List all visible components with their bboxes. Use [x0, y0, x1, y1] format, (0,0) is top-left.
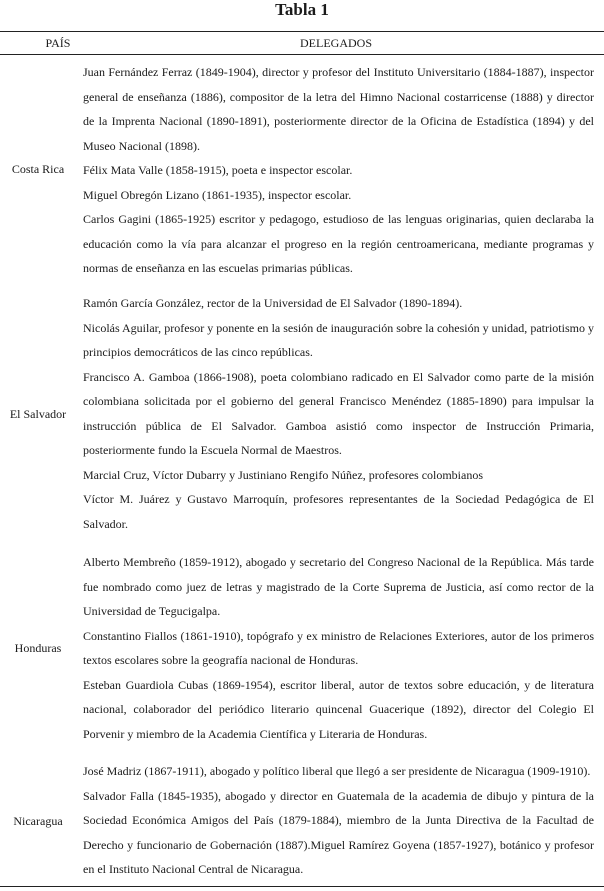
header-delegates: DELEGADOS — [300, 36, 372, 50]
delegate-entry: José Madriz (1867-1911), abogado y político liberal que llegó a ser presidente de Nicaragua (1909-1910). — [83, 764, 591, 778]
delegates-costa-rica — [83, 60, 594, 281]
header-country: PAÍS — [45, 36, 71, 50]
country-nicaragua: Nicaragua — [13, 814, 63, 828]
delegate-entry: Esteban Guardiola Cubas (1869-1954), escritor liberal, autor de textos sobre educación, y de literatura nacional, colaborador del periódico literario quincenal Guacerique (1892), director del Colegio El Porvenir y miembro de la Academia Científica y Literaria de Honduras. — [83, 677, 594, 741]
bottom-rule — [0, 886, 604, 887]
header-rule — [0, 54, 604, 55]
delegate-entry: Ramón García González, rector de la Universidad de El Salvador (1890-1894). — [83, 296, 463, 310]
delegate-entry: Félix Mata Valle (1858-1915), poeta e inspector escolar. — [83, 163, 353, 177]
delegate-entry: Marcial Cruz, Víctor Dubarry y Justiniano Rengifo Núñez, profesores colombianos — [83, 467, 484, 482]
country-honduras: Honduras — [14, 641, 62, 655]
delegate-entry: Juan Fernández Ferraz (1849-1904), director y profesor del Instituto Universitario (1884-1887), inspector general de enseñanza (1886), compositor de la letra del Himno Nacional costarricense (1888) y director de la Imprenta Nacional (1890-1891), posteriormente director de la Oficina de Estadística (1894) y del Museo Nacional (1898). — [83, 65, 594, 153]
table-title: Tabla 1 — [275, 0, 329, 19]
delegate-entry: Francisco A. Gamboa (1866-1908), poeta colombiano radicado en El Salvador como parte de la misión colombiana solicitada por el gobierno del general Francisco Menéndez (1885-1890) para impulsar la instrucción pública de El Salvador. Gamboa asistió como inspector de Instrucción Primaria, posteriormente fundo la Escuela Normal de Maestros. — [83, 369, 594, 457]
top-rule — [0, 31, 604, 32]
delegate-entry: Constantino Fiallos (1861-1910), topógrafo y ex ministro de Relaciones Exteriores, autor de los primeros textos escolares sobre la geografía nacional de Honduras. — [83, 628, 594, 667]
delegates-nicaragua — [83, 759, 594, 882]
delegate-entry: Nicolás Aguilar, profesor y ponente en la sesión de inauguración sobre la cohesión y unidad, patriotismo y principios democráticos de las cinco repúblicas. — [83, 320, 594, 359]
delegate-entry: Salvador Falla (1845-1935), abogado y director en Guatemala de la academia de dibujo y pintura de la Sociedad Económica Amigos del País (1879-1884), miembro de la Junta Directiva de la Facultad de Derecho y funcionario de Gobernación (1887).Miguel Ramírez Goyena (1857-1927), botánico y profesor en el Instituto Nacional Central de Nicaragua. — [83, 788, 594, 876]
country-costa-rica: Costa Rica — [11, 162, 65, 176]
delegates-el-salvador — [83, 291, 594, 536]
delegate-entry: Miguel Obregón Lizano (1861-1935), inspector escolar. — [83, 187, 352, 202]
delegate-entry: Víctor M. Juárez y Gustavo Marroquín, profesores representantes de la Sociedad Pedagógica de El Salvador. — [83, 492, 594, 531]
delegate-entry: Carlos Gagini (1865-1925) escritor y pedagogo, estudioso de las lenguas originarias, quien declaraba la educación como la vía para alcanzar el progreso en la región centroamericana, mediante programas y normas de enseñanza en las escuelas primarias públicas. — [83, 212, 594, 275]
delegate-entry: Alberto Membreño (1859-1912), abogado y secretario del Congreso Nacional de la República. Más tarde fue nombrado como juez de letras y magistrado de la Corte Suprema de Justicia, así como rector de la Universidad de Tegucigalpa. — [83, 555, 594, 618]
country-el-salvador: El Salvador — [9, 407, 67, 421]
delegates-honduras — [83, 550, 594, 746]
